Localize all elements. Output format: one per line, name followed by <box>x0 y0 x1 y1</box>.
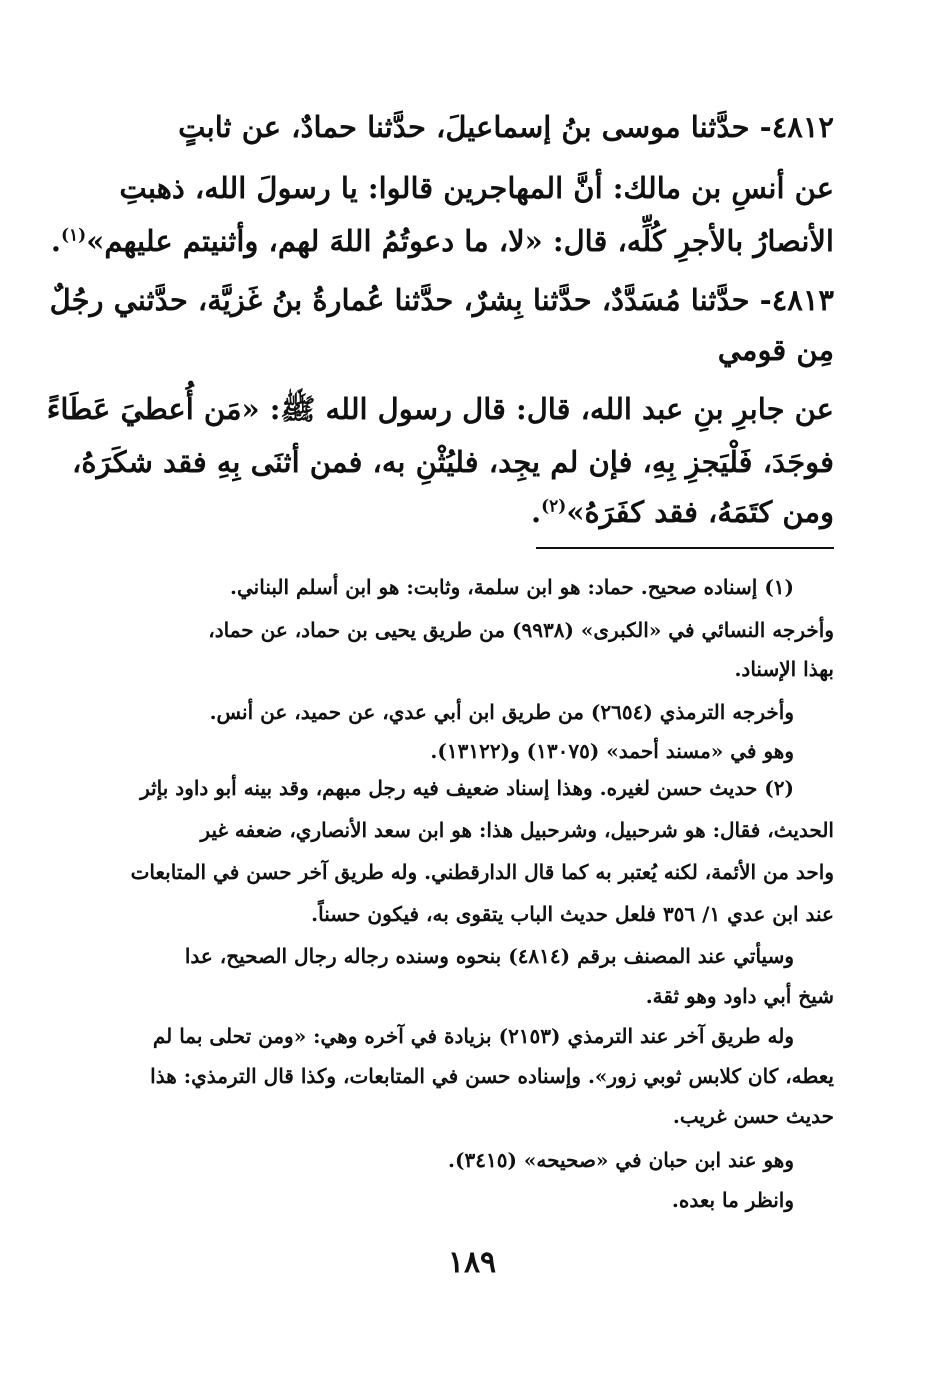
footnote-line: حديث حسن غريب. <box>672 1104 834 1128</box>
page-number: ١٨٩ <box>447 1245 497 1280</box>
footnote-line: واحد من الأئمة، لكنه يُعتبر به كما قال الدارقطني. وله طريق آخر حسن في المتابعات <box>130 860 834 884</box>
hadith-4812-matn-line-1: عن أنسِ بن مالك: أنَّ المهاجرين قالوا: يا رسولَ الله، ذهبتِ <box>119 171 834 205</box>
footnote-separator <box>536 547 834 549</box>
footnote-ref-2: (٢) <box>541 496 567 517</box>
footnote-line: وأخرجه الترمذي (٢٦٥٤) من طريق ابن أبي عدي، عن حميد، عن أنس. <box>209 700 794 724</box>
hadith-4813-isnad-line-2: مِن قومي <box>717 333 834 367</box>
hadith-4813-matn-line-1: عن جابرِ بنِ عبد الله، قال: قال رسول الله ﷺ: «مَن أُعطيَ عَطَاءً <box>46 392 834 426</box>
footnote-line: يعطه، كان كلابس ثوبي زور». وإسناده حسن في المتابعات، وكذا قال الترمذي: هذا <box>150 1064 834 1088</box>
footnote-line: (٢) حديث حسن لغيره. وهذا إسناد ضعيف فيه رجل مبهم، وقد بينه أبو داود بإثر <box>140 776 794 800</box>
footnote-line: عند ابن عدي ١/ ٣٥٦ فلعل حديث الباب يتقوى به، فيكون حسناً. <box>311 902 834 926</box>
footnote-line: بهذا الإسناد. <box>734 657 834 681</box>
hadith-4812-isnad: ٤٨١٢- حدَّثنا موسى بنُ إسماعيلَ، حدَّثنا حمادٌ، عن ثابتٍ <box>178 110 834 144</box>
footnote-line: وله طريق آخر عند الترمذي (٢١٥٣) بزيادة في آخره وهي: «ومن تحلى بما لم <box>152 1024 794 1048</box>
footnote-line: شيخ أبي داود وهو ثقة. <box>645 984 834 1008</box>
footnote-ref-1: (١) <box>60 225 87 246</box>
footnote-line: الحديث، فقال: هو شرحبيل، وشرحبيل هذا: هو ابن سعد الأنصاري، ضعفه غير <box>200 818 834 842</box>
footnote-line: وأخرجه النسائي في «الكبرى» (٩٩٣٨) من طريق يحيى بن حماد، عن حماد، <box>208 618 834 642</box>
hadith-4813-isnad-line-1: ٤٨١٣- حدَّثنا مُسَدَّدٌ، حدَّثنا بِشرٌ، حدَّثنا عُمارةُ بنُ غَزيَّة، حدَّثني رجُلٌ <box>49 283 834 317</box>
footnote-line: وسيأتي عند المصنف برقم (٤٨١٤) بنحوه وسنده رجاله رجال الصحيح، عدا <box>184 944 794 968</box>
footnote-line: وهو عند ابن حبان في «صحيحه» (٣٤١٥). <box>448 1148 794 1172</box>
hadith-4813-matn-line-2: فوجَدَ، فَلْيَجزِ بِهِ، فإن لم يجِد، فليُثْنِ به، فمن أثنَى بِهِ فقد شكَرَهُ، <box>72 445 834 479</box>
hadith-4812-matn-line-2: الأنصارُ بالأجرِ كُلِّه، قال: «لا، ما دعوتُمُ اللهَ لهم، وأثنيتم عليهم»$^{(١)}$. <box>50 224 834 258</box>
hadith-4813-matn-line-3: ومن كتَمَهُ، فقد كفَرَهُ»$^{(٢)}$. <box>530 495 834 529</box>
footnote-line: وهو في «مسند أحمد» (١٣٠٧٥) و(١٣١٢٢). <box>430 739 794 763</box>
footnote-line: وانظر ما بعده. <box>671 1188 794 1212</box>
footnote-line: (١) إسناده صحيح. حماد: هو ابن سلمة، وثابت: هو ابن أسلم البناني. <box>230 575 794 599</box>
